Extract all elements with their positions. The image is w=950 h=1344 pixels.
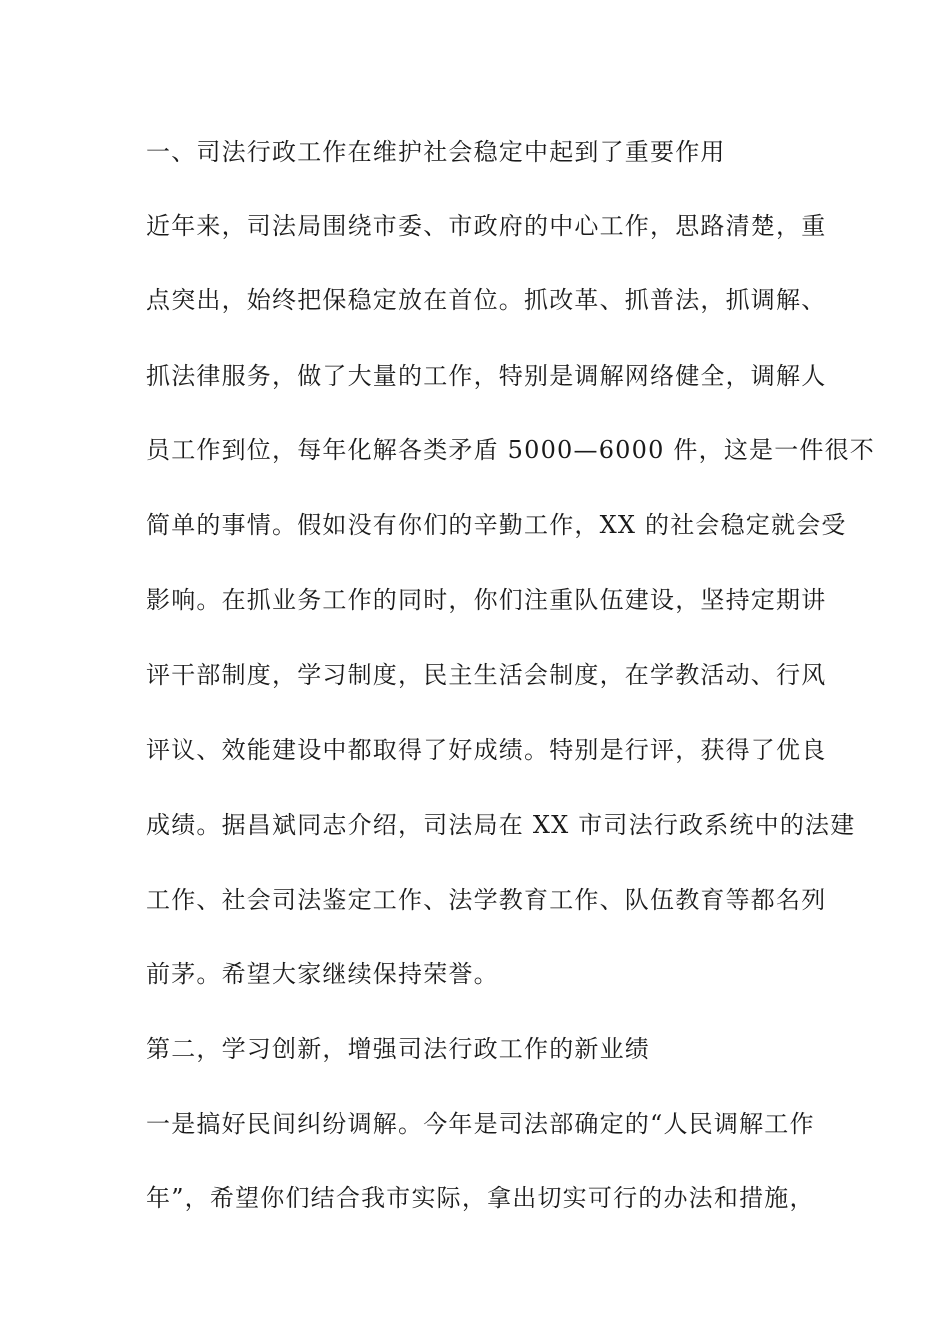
paragraph-line: 年”，希望你们结合我市实际，拿出切实可行的办法和措施， bbox=[146, 1184, 815, 1212]
section-heading: 一、司法行政工作在维护社会稳定中起到了重要作用 bbox=[146, 138, 726, 166]
paragraph-line: 员工作到位，每年化解各类矛盾 5000—6000 件，这是一件很不 bbox=[146, 436, 876, 464]
paragraph-line: 近年来，司法局围绕市委、市政府的中心工作，思路清楚，重 bbox=[146, 212, 827, 240]
paragraph-line: 一是搞好民间纠纷调解。今年是司法部确定的“人民调解工作 bbox=[146, 1110, 815, 1138]
paragraph-line: 工作、社会司法鉴定工作、法学教育工作、队伍教育等都名列 bbox=[146, 886, 827, 914]
paragraph-line: 影响。在抓业务工作的同时，你们注重队伍建设，坚持定期讲 bbox=[146, 586, 827, 614]
paragraph-line: 点突出，始终把保稳定放在首位。抓改革、抓普法，抓调解、 bbox=[146, 286, 827, 314]
paragraph-line: 成绩。据昌斌同志介绍，司法局在 XX 市司法行政系统中的法建 bbox=[146, 811, 856, 839]
paragraph-line: 简单的事情。假如没有你们的辛勤工作，XX 的社会稳定就会受 bbox=[146, 511, 847, 539]
paragraph-line: 评议、效能建设中都取得了好成绩。特别是行评，获得了优良 bbox=[146, 736, 827, 764]
paragraph-line: 前茅。希望大家继续保持荣誉。 bbox=[146, 960, 499, 988]
section-heading: 第二，学习创新，增强司法行政工作的新业绩 bbox=[146, 1035, 650, 1063]
paragraph-line: 评干部制度，学习制度，民主生活会制度，在学教活动、行风 bbox=[146, 661, 827, 689]
paragraph-line: 抓法律服务，做了大量的工作，特别是调解网络健全，调解人 bbox=[146, 362, 827, 390]
